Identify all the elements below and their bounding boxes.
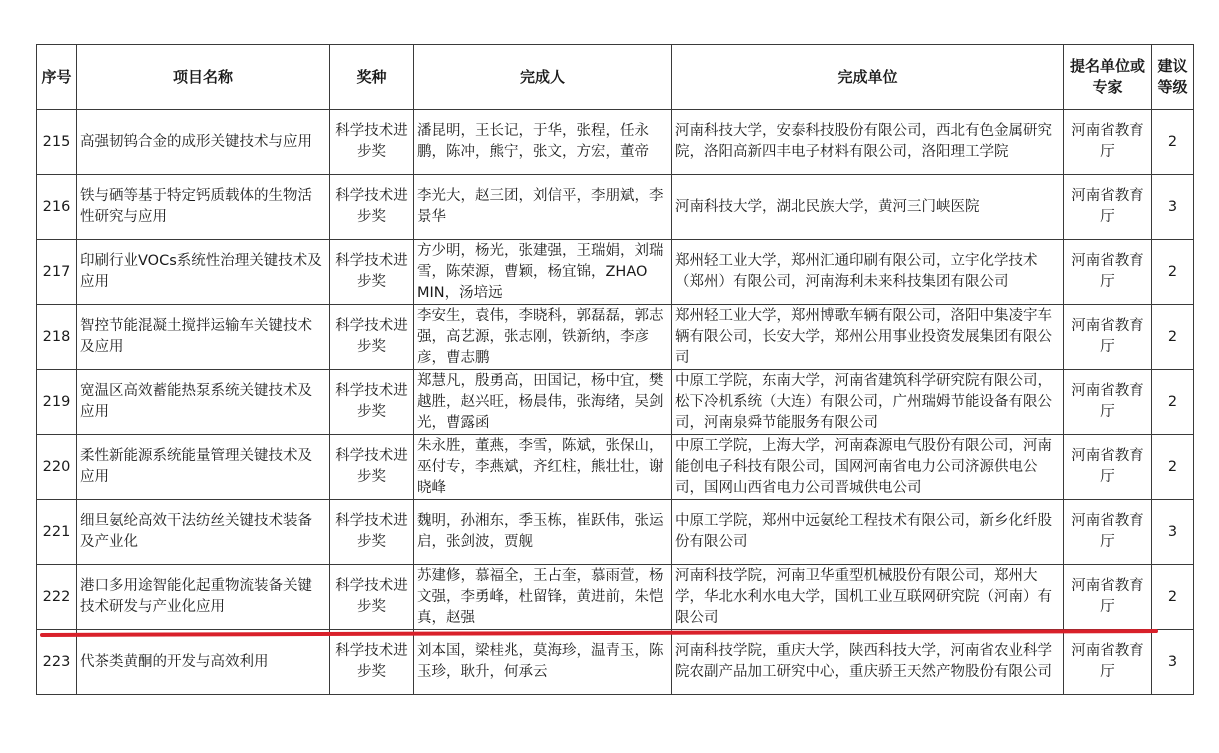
header-project: 项目名称: [77, 45, 330, 110]
cell-units: 中原工学院，上海大学，河南森源电气股份有限公司，河南能创电子科技有限公司，国网河南省电力公司济源供电公司，国网山西省电力公司晋城供电公司: [672, 435, 1064, 500]
cell-people: 苏建修，慕福全，王占奎，慕雨萱，杨文强，李勇峰，杜留锋，黄进前，朱恺真，赵强: [414, 565, 672, 630]
cell-seq: 217: [37, 240, 77, 305]
cell-people: 方少明，杨光，张建强，王瑞娟，刘瑞雪，陈荣源，曹颖，杨宜锦，ZHAO MIN，汤培远: [414, 240, 672, 305]
cell-units: 中原工学院，东南大学，河南省建筑科学研究院有限公司，松下冷机系统（大连）有限公司，广州瑞姆节能设备有限公司，河南泉舜节能服务有限公司: [672, 370, 1064, 435]
cell-nominator: 河南省教育厅: [1064, 110, 1152, 175]
cell-units: 河南科技大学，安泰科技股份有限公司，西北有色金属研究院，洛阳高新四丰电子材料有限公司，洛阳理工学院: [672, 110, 1064, 175]
header-seq: 序号: [37, 45, 77, 110]
cell-people: 魏明，孙湘东，季玉栋，崔跃伟，张运启，张剑波，贾舰: [414, 500, 672, 565]
cell-people: 朱永胜，董燕，李雪，陈斌，张保山，巫付专，李燕斌，齐红柱，熊壮壮，谢晓峰: [414, 435, 672, 500]
table-row: [37, 565, 1194, 630]
cell-units: 郑州轻工业大学，郑州博歌车辆有限公司，洛阳中集凌宇车辆有限公司，长安大学，郑州公用事业投资发展集团有限公司: [672, 305, 1064, 370]
cell-project: 铁与硒等基于特定钙质载体的生物活性研究与应用: [77, 175, 330, 240]
cell-people: 郑慧凡，殷勇高，田国记，杨中宜，樊越胜，赵兴旺，杨晨伟，张海绪，吴剑光，曹露函: [414, 370, 672, 435]
cell-seq: 215: [37, 110, 77, 175]
cell-nominator: 河南省教育厅: [1064, 370, 1152, 435]
cell-project: 宽温区高效蓄能热泵系统关键技术及应用: [77, 370, 330, 435]
award-table: [36, 44, 1194, 695]
cell-people: 潘昆明，王长记，于华，张程，任永鹏，陈冲，熊宁，张文，方宏，董帝: [414, 110, 672, 175]
cell-grade: 3: [1152, 500, 1194, 565]
cell-project: 细旦氨纶高效干法纺丝关键技术装备及产业化: [77, 500, 330, 565]
cell-seq: 221: [37, 500, 77, 565]
table-row: [37, 175, 1194, 240]
cell-people: 刘本国，梁桂兆，莫海珍，温青玉，陈玉珍，耿升，何承云: [414, 630, 672, 695]
cell-nominator: 河南省教育厅: [1064, 240, 1152, 305]
header-people: 完成人: [414, 45, 672, 110]
cell-award: 科学技术进步奖: [330, 305, 414, 370]
cell-units: 郑州轻工业大学，郑州汇通印刷有限公司，立宇化学技术（郑州）有限公司，河南海利未来科技集团有限公司: [672, 240, 1064, 305]
table-row: [37, 110, 1194, 175]
cell-project: 高强韧钨合金的成形关键技术与应用: [77, 110, 330, 175]
cell-award: 科学技术进步奖: [330, 370, 414, 435]
table-row: [37, 500, 1194, 565]
cell-units: 河南科技学院，河南卫华重型机械股份有限公司，郑州大学，华北水利水电大学，国机工业互联网研究院（河南）有限公司: [672, 565, 1064, 630]
cell-project: 柔性新能源系统能量管理关键技术及应用: [77, 435, 330, 500]
cell-grade: 3: [1152, 630, 1194, 695]
cell-grade: 2: [1152, 305, 1194, 370]
cell-seq: 219: [37, 370, 77, 435]
table-row: [37, 370, 1194, 435]
cell-award: 科学技术进步奖: [330, 565, 414, 630]
cell-nominator: 河南省教育厅: [1064, 500, 1152, 565]
cell-people: 李安生，袁伟，李晓科，郭磊磊，郭志强，高艺源，张志刚，铁新纳，李彦彦，曹志鹏: [414, 305, 672, 370]
cell-nominator: 河南省教育厅: [1064, 435, 1152, 500]
header-row: [37, 45, 1194, 110]
cell-units: 中原工学院，郑州中远氨纶工程技术有限公司，新乡化纤股份有限公司: [672, 500, 1064, 565]
cell-grade: 3: [1152, 175, 1194, 240]
cell-seq: 218: [37, 305, 77, 370]
cell-units: 河南科技大学，湖北民族大学，黄河三门峡医院: [672, 175, 1064, 240]
header-nominator: 提名单位或专家: [1064, 45, 1152, 110]
cell-seq: 222: [37, 565, 77, 630]
table-row: [37, 240, 1194, 305]
cell-award: 科学技术进步奖: [330, 435, 414, 500]
table-row: [37, 630, 1194, 695]
cell-nominator: 河南省教育厅: [1064, 305, 1152, 370]
cell-seq: 220: [37, 435, 77, 500]
table-row: [37, 305, 1194, 370]
cell-grade: 2: [1152, 370, 1194, 435]
cell-seq: 223: [37, 630, 77, 695]
cell-nominator: 河南省教育厅: [1064, 175, 1152, 240]
cell-project: 代茶类黄酮的开发与高效利用: [77, 630, 330, 695]
header-grade: 建议等级: [1152, 45, 1194, 110]
cell-project: 印刷行业VOCs系统性治理关键技术及应用: [77, 240, 330, 305]
cell-project: 港口多用途智能化起重物流装备关键技术研发与产业化应用: [77, 565, 330, 630]
cell-award: 科学技术进步奖: [330, 630, 414, 695]
cell-award: 科学技术进步奖: [330, 110, 414, 175]
cell-seq: 216: [37, 175, 77, 240]
cell-grade: 2: [1152, 565, 1194, 630]
cell-award: 科学技术进步奖: [330, 240, 414, 305]
cell-grade: 2: [1152, 435, 1194, 500]
cell-nominator: 河南省教育厅: [1064, 630, 1152, 695]
header-units: 完成单位: [672, 45, 1064, 110]
cell-grade: 2: [1152, 240, 1194, 305]
table-row: [37, 435, 1194, 500]
cell-people: 李光大，赵三团，刘信平，李朋斌，李景华: [414, 175, 672, 240]
cell-project: 智控节能混凝土搅拌运输车关键技术及应用: [77, 305, 330, 370]
cell-award: 科学技术进步奖: [330, 500, 414, 565]
header-award: 奖种: [330, 45, 414, 110]
cell-grade: 2: [1152, 110, 1194, 175]
cell-award: 科学技术进步奖: [330, 175, 414, 240]
cell-units: 河南科技学院，重庆大学，陕西科技大学，河南省农业科学院农副产品加工研究中心，重庆骄王天然产物股份有限公司: [672, 630, 1064, 695]
cell-nominator: 河南省教育厅: [1064, 565, 1152, 630]
award-table-sheet: [36, 44, 1194, 695]
